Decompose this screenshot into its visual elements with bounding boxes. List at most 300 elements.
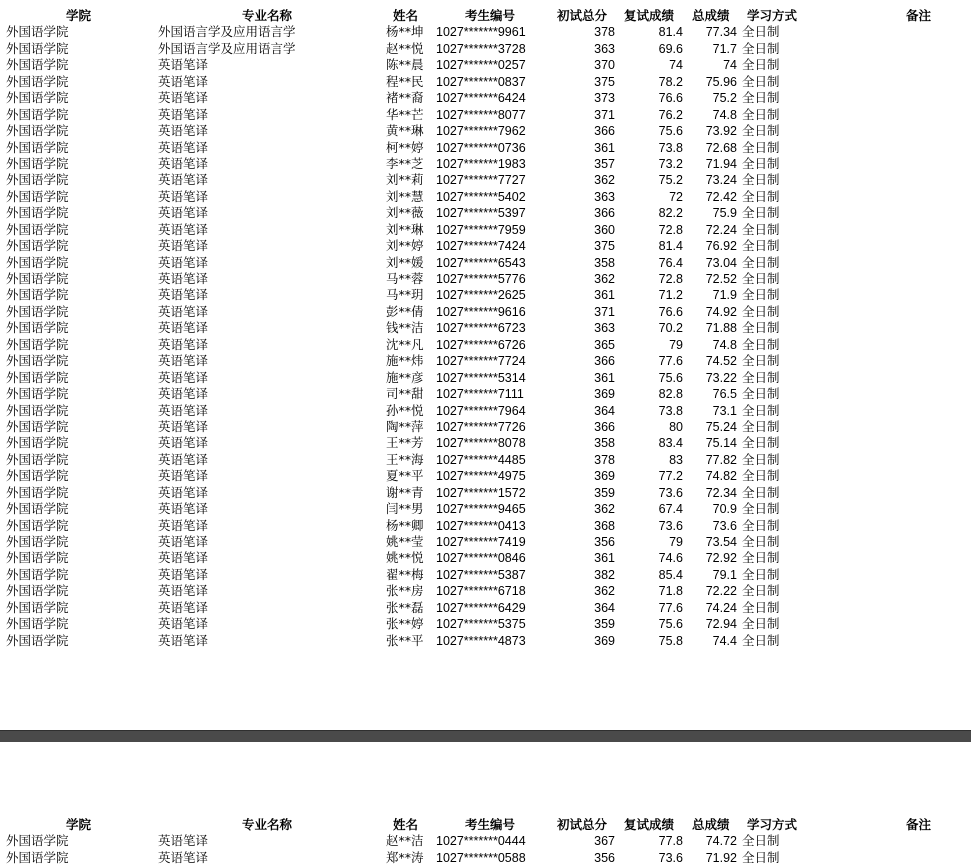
cell-candidate-id: 1027*******9616 [436, 304, 526, 319]
cell-retest-score: 73.6 [658, 850, 683, 865]
table-header-row [0, 817, 971, 833]
cell-candidate-id: 1027*******5776 [436, 272, 526, 286]
header-study-mode: 学习方式 [747, 817, 798, 832]
cell-college: 外国语学院 [6, 369, 69, 385]
cell-major: 英语笔译 [158, 57, 209, 73]
cell-total-score: 72.52 [705, 272, 737, 286]
cell-candidate-id: 1027*******7419 [436, 535, 526, 549]
cell-study-mode: 全日制 [742, 254, 780, 270]
table-row [0, 74, 971, 90]
cell-name: 郑**涛 [386, 849, 424, 865]
table-row [0, 320, 971, 336]
cell-initial-score: 371 [594, 107, 615, 122]
cell-college: 外国语学院 [6, 188, 69, 204]
cell-candidate-id: 1027*******7424 [436, 239, 526, 254]
cell-college: 外国语学院 [6, 833, 69, 849]
cell-study-mode: 全日制 [742, 106, 780, 122]
cell-retest-score: 82.2 [658, 206, 683, 221]
cell-study-mode: 全日制 [742, 24, 780, 40]
cell-major: 英语笔译 [158, 369, 209, 385]
cell-total-score: 75.14 [705, 436, 737, 451]
cell-study-mode: 全日制 [742, 303, 780, 319]
table-row [0, 172, 971, 188]
table-row [0, 57, 971, 73]
cell-total-score: 75.24 [705, 419, 737, 434]
cell-study-mode: 全日制 [742, 369, 780, 385]
cell-major: 英语笔译 [158, 534, 209, 549]
cell-candidate-id: 1027*******0846 [436, 551, 526, 566]
cell-initial-score: 359 [594, 617, 615, 632]
table-row [0, 600, 971, 616]
cell-candidate-id: 1027*******5402 [436, 189, 526, 204]
cell-initial-score: 358 [594, 255, 615, 270]
cell-name: 彭**倩 [386, 303, 424, 319]
cell-major: 英语笔译 [158, 139, 209, 155]
cell-initial-score: 371 [594, 304, 615, 319]
table-row [0, 518, 971, 534]
cell-total-score: 71.88 [705, 321, 737, 336]
cell-major: 英语笔译 [158, 484, 209, 500]
cell-name: 钱**洁 [386, 320, 424, 336]
cell-college: 外国语学院 [6, 402, 69, 418]
cell-college: 外国语学院 [6, 40, 69, 56]
cell-candidate-id: 1027*******5375 [436, 617, 526, 632]
cell-candidate-id: 1027*******8078 [436, 436, 526, 451]
cell-college: 外国语学院 [6, 238, 69, 254]
cell-college: 外国语学院 [6, 849, 69, 865]
cell-name: 刘**慧 [386, 188, 424, 204]
cell-major: 英语笔译 [158, 402, 209, 418]
cell-college: 外国语学院 [6, 303, 69, 319]
cell-major: 英语笔译 [158, 155, 209, 171]
cell-initial-score: 358 [594, 436, 615, 451]
cell-name: 刘**婷 [386, 238, 424, 254]
table-row [0, 337, 971, 353]
cell-major: 英语笔译 [158, 303, 209, 319]
cell-study-mode: 全日制 [742, 287, 780, 303]
cell-major: 英语笔译 [158, 632, 209, 648]
cell-major: 英语笔译 [158, 90, 209, 106]
header-college: 学院 [66, 8, 92, 23]
cell-college: 外国语学院 [6, 172, 69, 188]
cell-initial-score: 356 [594, 850, 615, 865]
cell-total-score: 73.54 [705, 535, 737, 549]
cell-study-mode: 全日制 [742, 188, 780, 204]
table-row [0, 386, 971, 402]
cell-total-score: 75.96 [705, 74, 737, 89]
cell-total-score: 73.22 [705, 370, 737, 385]
cell-name: 华**芒 [386, 106, 424, 122]
cell-initial-score: 373 [594, 91, 615, 106]
cell-retest-score: 77.6 [658, 354, 683, 369]
cell-major: 英语笔译 [158, 336, 209, 352]
cell-study-mode: 全日制 [742, 238, 780, 254]
table-row [0, 616, 971, 632]
cell-total-score: 72.42 [705, 189, 737, 204]
cell-college: 外国语学院 [6, 583, 69, 599]
cell-name: 刘**媛 [386, 254, 424, 270]
cell-total-score: 79.1 [712, 567, 737, 582]
cell-college: 外国语学院 [6, 566, 69, 582]
cell-name: 赵**悦 [386, 40, 424, 56]
cell-retest-score: 81.4 [658, 25, 683, 40]
table-row [0, 287, 971, 303]
cell-major: 英语笔译 [158, 221, 209, 237]
document-page-2 [0, 742, 971, 867]
cell-major: 英语笔译 [158, 172, 209, 188]
cell-retest-score: 80 [669, 419, 683, 434]
cell-initial-score: 356 [594, 535, 615, 549]
cell-total-score: 72.68 [705, 140, 737, 155]
header-initial-score: 初试总分 [557, 817, 608, 832]
score-table-continued [0, 817, 971, 866]
table-row [0, 255, 971, 271]
cell-name: 马**蓉 [386, 271, 424, 286]
cell-name: 杨**卿 [386, 517, 424, 533]
cell-retest-score: 73.8 [658, 403, 683, 418]
cell-major: 英语笔译 [158, 320, 209, 336]
cell-major: 英语笔译 [158, 833, 209, 849]
table-row [0, 156, 971, 172]
cell-major: 英语笔译 [158, 435, 209, 451]
cell-candidate-id: 1027*******7726 [436, 419, 526, 434]
cell-college: 外国语学院 [6, 599, 69, 615]
cell-major: 英语笔译 [158, 501, 209, 517]
cell-major: 外国语言学及应用语言学 [158, 24, 296, 40]
cell-candidate-id: 1027*******6543 [436, 255, 526, 270]
table-row [0, 41, 971, 57]
cell-name: 翟**梅 [386, 566, 424, 582]
cell-study-mode: 全日制 [742, 336, 780, 352]
cell-name: 李**芝 [386, 155, 424, 171]
cell-candidate-id: 1027*******0837 [436, 74, 526, 89]
cell-candidate-id: 1027*******1983 [436, 156, 526, 171]
cell-study-mode: 全日制 [742, 451, 780, 467]
cell-name: 杨**坤 [386, 24, 424, 40]
table-row [0, 452, 971, 468]
cell-total-score: 75.9 [712, 206, 737, 221]
cell-candidate-id: 1027*******9465 [436, 502, 526, 517]
cell-total-score: 72.34 [705, 485, 737, 500]
cell-candidate-id: 1027*******0588 [436, 850, 526, 865]
cell-total-score: 74.8 [712, 337, 737, 352]
cell-initial-score: 366 [594, 206, 615, 221]
cell-retest-score: 70.2 [658, 321, 683, 336]
cell-total-score: 77.82 [705, 452, 737, 467]
cell-college: 外国语学院 [6, 550, 69, 566]
header-study-mode: 学习方式 [747, 8, 798, 23]
table-row [0, 833, 971, 849]
table-row [0, 850, 971, 866]
cell-study-mode: 全日制 [742, 73, 780, 89]
cell-name: 褚**裔 [386, 90, 424, 106]
cell-retest-score: 75.6 [658, 124, 683, 139]
header-total-score: 总成绩 [692, 817, 730, 832]
cell-total-score: 74.8 [712, 107, 737, 122]
cell-college: 外国语学院 [6, 139, 69, 155]
cell-study-mode: 全日制 [742, 155, 780, 171]
header-total-score: 总成绩 [692, 8, 730, 23]
cell-initial-score: 369 [594, 469, 615, 484]
cell-name: 刘**薇 [386, 205, 424, 221]
cell-total-score: 75.2 [712, 91, 737, 106]
table-row [0, 271, 971, 287]
table-row [0, 583, 971, 599]
cell-total-score: 74.82 [705, 469, 737, 484]
header-initial-score: 初试总分 [557, 8, 608, 23]
header-major: 专业名称 [242, 8, 293, 23]
cell-total-score: 72.22 [705, 584, 737, 599]
cell-retest-score: 79 [669, 337, 683, 352]
table-row [0, 222, 971, 238]
cell-total-score: 74.72 [705, 834, 737, 849]
cell-major: 英语笔译 [158, 451, 209, 467]
cell-candidate-id: 1027*******7724 [436, 354, 526, 369]
cell-retest-score: 75.8 [658, 633, 683, 648]
cell-study-mode: 全日制 [742, 271, 780, 286]
header-major: 专业名称 [242, 817, 293, 832]
header-id: 考生编号 [465, 817, 516, 832]
cell-college: 外国语学院 [6, 221, 69, 237]
cell-major: 英语笔译 [158, 106, 209, 122]
cell-major: 英语笔译 [158, 123, 209, 139]
cell-retest-score: 77.2 [658, 469, 683, 484]
cell-retest-score: 75.2 [658, 173, 683, 188]
cell-major: 外国语言学及应用语言学 [158, 40, 296, 56]
header-college: 学院 [66, 817, 92, 832]
cell-study-mode: 全日制 [742, 599, 780, 615]
cell-total-score: 73.1 [712, 403, 737, 418]
header-note: 备注 [906, 8, 932, 23]
cell-retest-score: 78.2 [658, 74, 683, 89]
cell-major: 英语笔译 [158, 849, 209, 865]
cell-name: 姚**悦 [386, 550, 424, 566]
cell-retest-score: 75.6 [658, 617, 683, 632]
table-row [0, 435, 971, 451]
cell-retest-score: 75.6 [658, 370, 683, 385]
cell-total-score: 76.5 [712, 387, 737, 402]
cell-name: 刘**莉 [386, 172, 424, 188]
cell-college: 外国语学院 [6, 320, 69, 336]
cell-initial-score: 365 [594, 337, 615, 352]
cell-study-mode: 全日制 [742, 90, 780, 106]
cell-name: 王**芳 [386, 435, 424, 451]
cell-name: 马**玥 [386, 287, 424, 303]
cell-retest-score: 76.4 [658, 255, 683, 270]
header-name: 姓名 [393, 8, 419, 23]
cell-initial-score: 364 [594, 403, 615, 418]
cell-name: 施**炜 [386, 353, 424, 369]
cell-candidate-id: 1027*******7111 [436, 387, 524, 402]
cell-initial-score: 364 [594, 600, 615, 615]
cell-candidate-id: 1027*******7959 [436, 222, 526, 237]
score-table [0, 8, 971, 649]
cell-candidate-id: 1027*******6723 [436, 321, 526, 336]
table-row [0, 567, 971, 583]
cell-study-mode: 全日制 [742, 353, 780, 369]
cell-college: 外国语学院 [6, 155, 69, 171]
cell-initial-score: 360 [594, 222, 615, 237]
cell-total-score: 71.7 [712, 41, 737, 56]
cell-total-score: 72.92 [705, 551, 737, 566]
cell-name: 谢**青 [386, 484, 424, 500]
cell-candidate-id: 1027*******6424 [436, 91, 526, 106]
cell-retest-score: 83.4 [658, 436, 683, 451]
cell-name: 王**海 [386, 451, 424, 467]
cell-college: 外国语学院 [6, 616, 69, 632]
cell-college: 外国语学院 [6, 501, 69, 517]
cell-name: 沈**凡 [386, 336, 424, 352]
cell-study-mode: 全日制 [742, 849, 780, 865]
cell-candidate-id: 1027*******9961 [436, 25, 526, 40]
cell-retest-score: 85.4 [658, 567, 683, 582]
cell-study-mode: 全日制 [742, 833, 780, 849]
cell-study-mode: 全日制 [742, 139, 780, 155]
cell-name: 张**婷 [386, 616, 424, 632]
cell-major: 英语笔译 [158, 73, 209, 89]
cell-study-mode: 全日制 [742, 550, 780, 566]
cell-name: 黄**琳 [386, 123, 424, 139]
cell-initial-score: 382 [594, 567, 615, 582]
cell-total-score: 73.04 [705, 255, 737, 270]
cell-college: 外国语学院 [6, 451, 69, 467]
cell-retest-score: 81.4 [658, 239, 683, 254]
cell-name: 夏**平 [386, 468, 424, 484]
cell-study-mode: 全日制 [742, 40, 780, 56]
cell-initial-score: 378 [594, 25, 615, 40]
cell-study-mode: 全日制 [742, 320, 780, 336]
table-row [0, 419, 971, 435]
table-row [0, 189, 971, 205]
cell-name: 张**房 [386, 583, 424, 599]
cell-initial-score: 361 [594, 140, 615, 155]
table-body [0, 24, 971, 649]
table-row [0, 90, 971, 106]
cell-college: 外国语学院 [6, 386, 69, 402]
cell-major: 英语笔译 [158, 287, 209, 303]
cell-candidate-id: 1027*******5397 [436, 206, 526, 221]
cell-college: 外国语学院 [6, 57, 69, 73]
cell-study-mode: 全日制 [742, 468, 780, 484]
cell-retest-score: 82.8 [658, 387, 683, 402]
cell-college: 外国语学院 [6, 534, 69, 549]
cell-name: 程**民 [386, 73, 424, 89]
cell-name: 张**平 [386, 632, 424, 648]
cell-study-mode: 全日制 [742, 517, 780, 533]
cell-retest-score: 73.6 [658, 518, 683, 533]
cell-major: 英语笔译 [158, 238, 209, 254]
cell-initial-score: 369 [594, 633, 615, 648]
cell-total-score: 74.24 [705, 600, 737, 615]
cell-study-mode: 全日制 [742, 172, 780, 188]
cell-retest-score: 83 [669, 452, 683, 467]
cell-study-mode: 全日制 [742, 484, 780, 500]
header-name: 姓名 [393, 817, 419, 832]
cell-college: 外国语学院 [6, 90, 69, 106]
cell-initial-score: 378 [594, 452, 615, 467]
table-row [0, 24, 971, 40]
cell-name: 姚**莹 [386, 534, 424, 549]
cell-college: 外国语学院 [6, 123, 69, 139]
cell-study-mode: 全日制 [742, 501, 780, 517]
cell-college: 外国语学院 [6, 353, 69, 369]
cell-initial-score: 362 [594, 502, 615, 517]
cell-study-mode: 全日制 [742, 616, 780, 632]
cell-total-score: 74 [723, 58, 737, 73]
cell-initial-score: 359 [594, 485, 615, 500]
cell-total-score: 77.34 [705, 25, 737, 40]
cell-name: 司**甜 [386, 386, 424, 402]
cell-total-score: 74.92 [705, 304, 737, 319]
cell-candidate-id: 1027*******1572 [436, 485, 526, 500]
cell-retest-score: 76.6 [658, 91, 683, 106]
cell-candidate-id: 1027*******0413 [436, 518, 526, 533]
cell-initial-score: 362 [594, 173, 615, 188]
cell-retest-score: 67.4 [658, 502, 683, 517]
header-retest-score: 复试成绩 [624, 817, 675, 832]
cell-major: 英语笔译 [158, 599, 209, 615]
cell-name: 陶**萍 [386, 418, 424, 434]
cell-candidate-id: 1027*******3728 [436, 41, 526, 56]
cell-major: 英语笔译 [158, 550, 209, 566]
cell-college: 外国语学院 [6, 484, 69, 500]
table-row [0, 370, 971, 386]
cell-college: 外国语学院 [6, 205, 69, 221]
cell-college: 外国语学院 [6, 336, 69, 352]
cell-candidate-id: 1027*******0444 [436, 834, 526, 849]
cell-study-mode: 全日制 [742, 583, 780, 599]
cell-candidate-id: 1027*******6429 [436, 600, 526, 615]
cell-name: 赵**洁 [386, 833, 424, 849]
table-row [0, 501, 971, 517]
cell-total-score: 71.92 [705, 850, 737, 865]
cell-retest-score: 74.6 [658, 551, 683, 566]
cell-candidate-id: 1027*******4975 [436, 469, 526, 484]
cell-total-score: 74.4 [712, 633, 737, 648]
table-row [0, 633, 971, 649]
cell-study-mode: 全日制 [742, 566, 780, 582]
cell-retest-score: 79 [669, 535, 683, 549]
cell-study-mode: 全日制 [742, 221, 780, 237]
cell-retest-score: 73.2 [658, 156, 683, 171]
cell-candidate-id: 1027*******0736 [436, 140, 526, 155]
cell-college: 外国语学院 [6, 24, 69, 40]
table-row [0, 485, 971, 501]
cell-college: 外国语学院 [6, 287, 69, 303]
cell-name: 闫**男 [386, 501, 424, 517]
cell-initial-score: 368 [594, 518, 615, 533]
cell-college: 外国语学院 [6, 418, 69, 434]
table-row [0, 534, 971, 550]
cell-study-mode: 全日制 [742, 402, 780, 418]
cell-major: 英语笔译 [158, 205, 209, 221]
cell-retest-score: 72.8 [658, 222, 683, 237]
cell-candidate-id: 1027*******6718 [436, 584, 526, 599]
cell-initial-score: 366 [594, 124, 615, 139]
cell-total-score: 70.9 [712, 502, 737, 517]
cell-candidate-id: 1027*******4485 [436, 452, 526, 467]
table-row [0, 140, 971, 156]
cell-major: 英语笔译 [158, 566, 209, 582]
cell-retest-score: 77.8 [658, 834, 683, 849]
cell-name: 陈**晨 [386, 57, 424, 73]
cell-major: 英语笔译 [158, 386, 209, 402]
header-id: 考生编号 [465, 8, 516, 23]
header-note: 备注 [906, 817, 932, 832]
cell-retest-score: 71.8 [658, 584, 683, 599]
cell-initial-score: 369 [594, 387, 615, 402]
cell-major: 英语笔译 [158, 468, 209, 484]
